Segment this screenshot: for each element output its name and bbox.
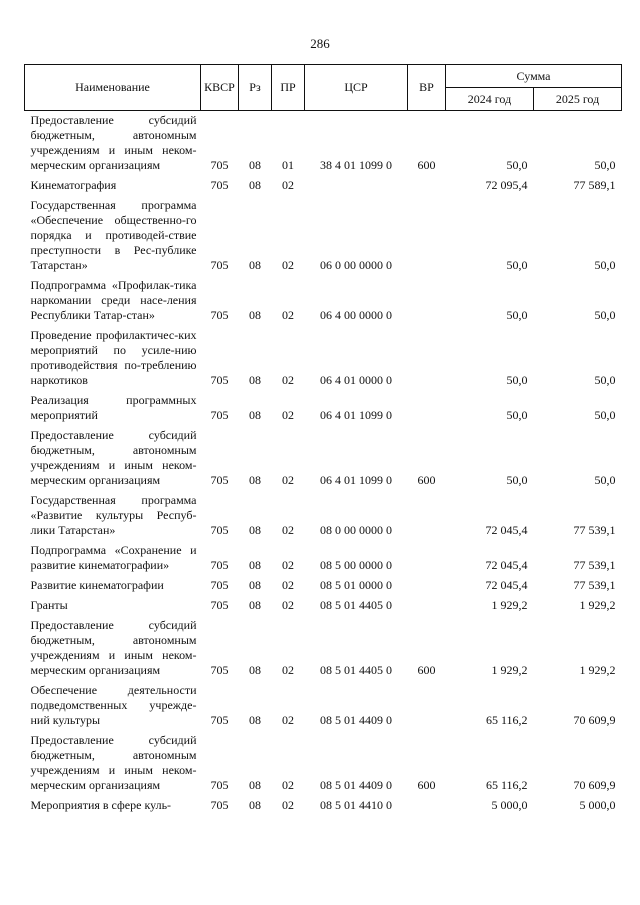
- cell-rz: 08: [249, 158, 261, 172]
- cell-name: Предоставление субсидий бюджетным, автономным учреждениям и иным неком-мерческим организациям: [30, 113, 197, 172]
- table-row: [25, 731, 622, 796]
- cell-pr: 02: [282, 523, 294, 537]
- cell-amount-2025: 70 609,9: [573, 778, 616, 792]
- table-row: [25, 796, 622, 816]
- cell-csr: 08 5 01 4410 0: [320, 798, 392, 812]
- header-rz: Рз: [239, 65, 272, 111]
- cell-rz: 08: [249, 598, 261, 612]
- cell-name: Предоставление субсидий бюджетным, автономным учреждениям и иным неком-мерческим организациям: [30, 428, 197, 487]
- cell-kvsr: 705: [210, 778, 229, 792]
- cell-vr: 600: [417, 778, 436, 792]
- cell-rz: 08: [249, 258, 261, 272]
- cell-pr: 02: [282, 713, 294, 727]
- cell-kvsr: 705: [210, 308, 229, 322]
- cell-amount-2025: 50,0: [594, 258, 616, 272]
- cell-csr: 06 0 00 0000 0: [320, 258, 392, 272]
- cell-vr: 600: [417, 158, 436, 172]
- header-csr: ЦСР: [305, 65, 408, 111]
- cell-vr: 600: [417, 663, 436, 677]
- cell-amount-2024: 65 116,2: [485, 778, 528, 792]
- cell-rz: 08: [249, 713, 261, 727]
- cell-csr: 08 5 01 4409 0: [320, 713, 392, 727]
- cell-pr: 02: [282, 798, 294, 812]
- cell-rz: 08: [249, 778, 261, 792]
- cell-amount-2024: 50,0: [506, 373, 528, 387]
- cell-pr: 02: [282, 663, 294, 677]
- cell-name: Проведение профилактичес-ких мероприятий по усиле-нию противодействия по-треблению наркотиков: [30, 328, 197, 387]
- cell-amount-2025: 77 539,1: [573, 558, 616, 572]
- cell-amount-2025: 50,0: [594, 408, 616, 422]
- table-row: [25, 426, 622, 491]
- cell-kvsr: 705: [210, 598, 229, 612]
- cell-pr: 02: [282, 578, 294, 592]
- cell-rz: 08: [249, 523, 261, 537]
- cell-csr: 08 0 00 0000 0: [320, 523, 392, 537]
- cell-rz: 08: [249, 408, 261, 422]
- cell-pr: 02: [282, 473, 294, 487]
- cell-amount-2024: 72 045,4: [485, 523, 528, 537]
- cell-amount-2024: 72 045,4: [485, 578, 528, 592]
- table-row: [25, 491, 622, 541]
- cell-pr: 02: [282, 373, 294, 387]
- cell-amount-2025: 70 609,9: [573, 713, 616, 727]
- cell-vr: [408, 576, 446, 596]
- cell-pr: 02: [282, 558, 294, 572]
- cell-csr: [305, 176, 408, 196]
- cell-pr: 02: [282, 258, 294, 272]
- table-row: [25, 596, 622, 616]
- header-sum: Сумма: [446, 65, 622, 88]
- cell-amount-2024: 50,0: [506, 408, 528, 422]
- table-header: [25, 65, 622, 111]
- table-row: [25, 196, 622, 276]
- cell-rz: 08: [249, 308, 261, 322]
- cell-kvsr: 705: [210, 408, 229, 422]
- cell-amount-2025: 5 000,0: [579, 798, 616, 812]
- cell-rz: 08: [249, 798, 261, 812]
- budget-table: [24, 64, 622, 816]
- cell-amount-2025: 1 929,2: [579, 663, 616, 677]
- cell-vr: [408, 176, 446, 196]
- cell-kvsr: 705: [210, 663, 229, 677]
- cell-kvsr: 705: [210, 578, 229, 592]
- page-number: 286: [310, 36, 330, 51]
- cell-vr: [408, 541, 446, 576]
- header-kvsr: КВСР: [201, 65, 239, 111]
- cell-kvsr: 705: [210, 798, 229, 812]
- cell-amount-2025: 1 929,2: [579, 598, 616, 612]
- cell-vr: [408, 326, 446, 391]
- cell-rz: 08: [249, 558, 261, 572]
- cell-kvsr: 705: [210, 373, 229, 387]
- cell-name: Обеспечение деятельности подведомственных учрежде-ний культуры: [30, 683, 197, 727]
- cell-vr: [408, 276, 446, 326]
- header-vr: ВР: [408, 65, 446, 111]
- cell-rz: 08: [249, 663, 261, 677]
- cell-name: Предоставление субсидий бюджетным, автономным учреждениям и иным неком-мерческим организациям: [30, 618, 197, 677]
- cell-rz: 08: [249, 178, 261, 192]
- table-body: [25, 111, 622, 817]
- cell-amount-2024: 72 045,4: [485, 558, 528, 572]
- cell-pr: 02: [282, 308, 294, 322]
- cell-rz: 08: [249, 473, 261, 487]
- cell-name: Подпрограмма «Профилак-тика наркомании среди насе-ления Республики Татар-стан»: [30, 278, 197, 322]
- cell-name: Подпрограмма «Сохранение и развитие кинематографии»: [30, 543, 197, 572]
- cell-rz: 08: [249, 373, 261, 387]
- table-row: [25, 276, 622, 326]
- cell-kvsr: 705: [210, 558, 229, 572]
- cell-amount-2024: 50,0: [506, 158, 528, 172]
- cell-csr: 06 4 01 1099 0: [320, 408, 392, 422]
- cell-vr: [408, 681, 446, 731]
- cell-vr: [408, 491, 446, 541]
- cell-csr: 06 4 00 0000 0: [320, 308, 392, 322]
- cell-kvsr: 705: [210, 258, 229, 272]
- cell-name: Государственная программа «Обеспечение общественно-го порядка и противодей-ствие преступности в Рес-публике Татарстан»: [30, 198, 197, 272]
- cell-csr: 08 5 01 4405 0: [320, 598, 392, 612]
- cell-amount-2024: 1 929,2: [491, 663, 528, 677]
- cell-pr: 02: [282, 178, 294, 192]
- cell-csr: 38 4 01 1099 0: [320, 158, 392, 172]
- cell-pr: 02: [282, 408, 294, 422]
- cell-kvsr: 705: [210, 523, 229, 537]
- cell-name: Реализация программных мероприятий: [30, 393, 197, 422]
- cell-name: Кинематография: [30, 178, 117, 192]
- cell-amount-2024: 1 929,2: [491, 598, 528, 612]
- cell-amount-2025: 77 539,1: [573, 578, 616, 592]
- cell-amount-2024: 50,0: [506, 258, 528, 272]
- cell-vr: [408, 796, 446, 816]
- cell-rz: 08: [249, 578, 261, 592]
- cell-csr: 06 4 01 1099 0: [320, 473, 392, 487]
- cell-vr: 600: [417, 473, 436, 487]
- cell-csr: 08 5 01 0000 0: [320, 578, 392, 592]
- table-row: [25, 541, 622, 576]
- header-name: Наименование: [25, 65, 201, 111]
- table-row: [25, 176, 622, 196]
- header-pr: ПР: [272, 65, 305, 111]
- table-row: [25, 616, 622, 681]
- cell-kvsr: 705: [210, 158, 229, 172]
- cell-amount-2024: 5 000,0: [491, 798, 528, 812]
- cell-pr: 02: [282, 598, 294, 612]
- table-row: [25, 111, 622, 177]
- table-row: [25, 681, 622, 731]
- cell-csr: 08 5 00 0000 0: [320, 558, 392, 572]
- cell-kvsr: 705: [210, 473, 229, 487]
- cell-csr: 08 5 01 4405 0: [320, 663, 392, 677]
- table-row: [25, 326, 622, 391]
- header-year-2024: 2024 год: [446, 88, 534, 111]
- cell-amount-2025: 50,0: [594, 158, 616, 172]
- cell-kvsr: 705: [210, 713, 229, 727]
- cell-name: Предоставление субсидий бюджетным, автономным учреждениям и иным неком-мерческим организациям: [30, 733, 197, 792]
- cell-csr: 06 4 01 0000 0: [320, 373, 392, 387]
- cell-vr: [408, 196, 446, 276]
- cell-amount-2025: 50,0: [594, 308, 616, 322]
- cell-name: Мероприятия в сфере куль-: [30, 798, 172, 812]
- table-row: [25, 576, 622, 596]
- cell-name: Государственная программа «Развитие культуры Респуб-лики Татарстан»: [30, 493, 197, 537]
- cell-vr: [408, 391, 446, 426]
- cell-csr: 08 5 01 4409 0: [320, 778, 392, 792]
- cell-amount-2024: 65 116,2: [485, 713, 528, 727]
- cell-name: Гранты: [30, 598, 68, 612]
- cell-amount-2024: 72 095,4: [485, 178, 528, 192]
- cell-amount-2025: 77 539,1: [573, 523, 616, 537]
- header-year-2025: 2025 год: [534, 88, 622, 111]
- cell-kvsr: 705: [210, 178, 229, 192]
- cell-amount-2025: 77 589,1: [573, 178, 616, 192]
- cell-pr: 01: [282, 158, 294, 172]
- cell-name: Развитие кинематографии: [30, 578, 164, 592]
- cell-amount-2025: 50,0: [594, 373, 616, 387]
- table-row: [25, 391, 622, 426]
- cell-pr: 02: [282, 778, 294, 792]
- cell-amount-2025: 50,0: [594, 473, 616, 487]
- cell-amount-2024: 50,0: [506, 473, 528, 487]
- cell-amount-2024: 50,0: [506, 308, 528, 322]
- cell-vr: [408, 596, 446, 616]
